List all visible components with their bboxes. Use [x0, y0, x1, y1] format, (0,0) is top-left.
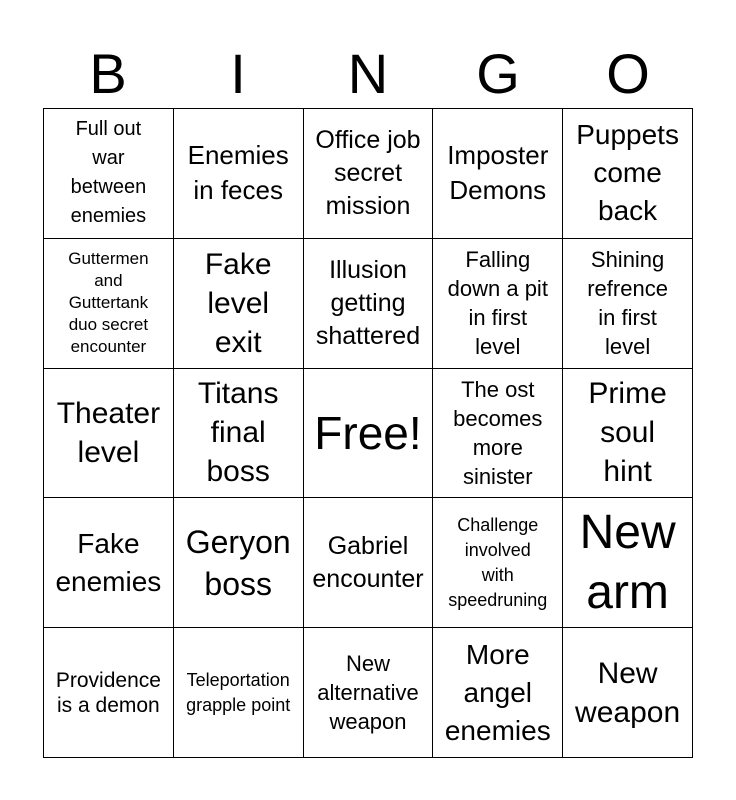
cell-text: Gabriel encounter [312, 531, 424, 593]
cell-text: Challenge involved with speedruning [448, 514, 548, 610]
bingo-cell[interactable] [44, 239, 174, 369]
bingo-cell free-cell[interactable] [304, 369, 434, 499]
cell-text: Illusion getting shattered [315, 255, 421, 350]
cell-text: Prime soul hint [588, 377, 667, 489]
cell-text: Geryon boss [185, 523, 291, 602]
bingo-cell[interactable] [174, 369, 304, 499]
cell-text: Guttermen and Guttertank duo secret encounter [68, 249, 149, 357]
cell-text: Puppets come back [576, 119, 679, 227]
cell-text: Shining refrence in first level [587, 247, 668, 360]
bingo-cell[interactable] [174, 498, 304, 628]
header-letter-n: N [347, 42, 389, 105]
bingo-cell[interactable] [44, 498, 174, 628]
cell-text: Fake level exit [204, 247, 272, 359]
bingo-cell[interactable] [174, 239, 304, 369]
bingo-cell[interactable] [433, 239, 563, 369]
cell-text: Fake enemies [55, 527, 162, 597]
cell-text: Providence is a demon [55, 668, 161, 717]
cell-text: Theater level [56, 396, 161, 469]
bingo-cell[interactable] [174, 628, 304, 758]
free-space-text: Free! [314, 406, 422, 459]
cell-text: Office job secret mission [315, 125, 421, 220]
bingo-board [43, 108, 693, 758]
bingo-cell[interactable] [563, 239, 693, 369]
bingo-cell[interactable] [44, 109, 174, 239]
bingo-cell[interactable] [304, 239, 434, 369]
bingo-cell[interactable] [433, 498, 563, 628]
cell-text: Titans final boss [197, 377, 279, 489]
cell-text: Falling down a pit in first level [447, 247, 548, 360]
header-letter-g: G [476, 42, 520, 105]
bingo-cell[interactable] [44, 369, 174, 499]
bingo-cell[interactable] [433, 369, 563, 499]
bingo-cell[interactable] [174, 109, 304, 239]
cell-text: More angel enemies [444, 638, 551, 746]
bingo-cell[interactable] [44, 628, 174, 758]
cell-text: Teleportation grapple point [186, 669, 291, 715]
header-letter-i: I [230, 42, 246, 105]
bingo-cell[interactable] [563, 628, 693, 758]
bingo-cell[interactable] [563, 109, 693, 239]
bingo-cell[interactable] [433, 628, 563, 758]
bingo-cell[interactable] [304, 628, 434, 758]
bingo-cell[interactable] [433, 109, 563, 239]
header-letter-b: B [89, 42, 127, 105]
cell-text: New arm [579, 505, 676, 619]
cell-text: Full out war between enemies [70, 118, 147, 228]
header-letter-o: O [606, 42, 650, 105]
bingo-cell[interactable] [304, 498, 434, 628]
cell-text: New weapon [575, 656, 681, 729]
bingo-cell[interactable] [563, 498, 693, 628]
cell-text: The ost becomes more sinister [453, 376, 543, 489]
bingo-cell[interactable] [563, 369, 693, 499]
bingo-cell[interactable] [304, 109, 434, 239]
cell-text: Imposter Demons [447, 140, 549, 206]
cell-text: New alternative weapon [317, 651, 419, 735]
bingo-header [43, 40, 693, 108]
cell-text: Enemies in feces [187, 140, 289, 206]
